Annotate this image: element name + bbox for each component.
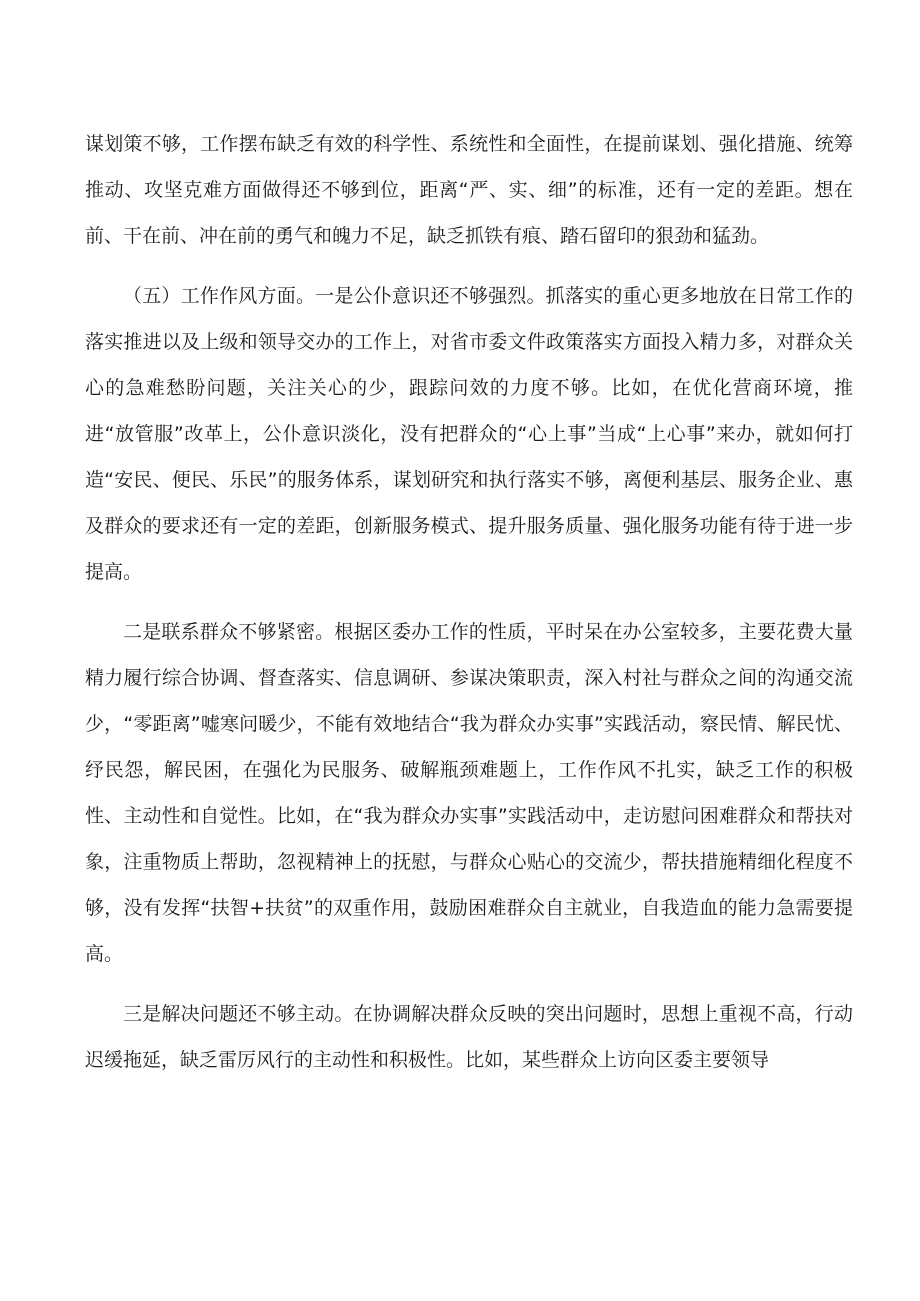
paragraph-contact-masses: 二是联系群众不够紧密。根据区委办工作的性质，平时呆在办公室较多，主要花费大量精力履行综合协调、督查落实、信息调研、参谋决策职责，深入村社与群众之间的沟通交流少，“零距离”嘘寒问暖少，不能有效地结合“我为群众办实事”实践活动，察民情、解民忧、纾民怨，解民困，在强化为民服务、破解瓶颈难题上，工作作风不扎实，缺乏工作的积极性、主动性和自觉性。比如，在“我为群众办实事”实践活动中，走访慰问困难群众和帮扶对象，注重物质上帮助，忽视精神上的抚慰，与群众心贴心的交流少，帮扶措施精细化程度不够，没有发挥“扶智+扶贫”的双重作用，鼓励困难群众自主就业，自我造血的能力急需要提高。 (85, 621, 853, 965)
paragraph-solve-problems: 三是解决问题还不够主动。在协调解决群众反映的突出问题时，思想上重视不高，行动迟缓拖延，缺乏雷厉风行的主动性和积极性。比如，某些群众上访向区委主要领导 (85, 1003, 853, 1071)
paragraph-continuation: 谋划策不够，工作摆布缺乏有效的科学性、系统性和全面性，在提前谋划、强化措施、统筹推动、攻坚克难方面做得还不够到位，距离“严、实、细”的标准，还有一定的差距。想在前、干在前、冲在前的勇气和魄力不足，缺乏抓铁有痕、踏石留印的狠劲和猛劲。 (85, 133, 853, 247)
document-body (85, 121, 853, 1097)
paragraph-work-style: （五）工作作风方面。一是公仆意识还不够强烈。抓落实的重心更多地放在日常工作的落实推进以及上级和领导交办的工作上，对省市委文件政策落实方面投入精力多，对群众关心的急难愁盼问题，关注关心的少，跟踪问效的力度不够。比如，在优化营商环境，推进“放管服”改革上，公仆意识淡化，没有把群众的“心上事”当成“上心事”来办，就如何打造“安民、便民、乐民”的服务体系，谋划研究和执行落实不够，离便利基层、服务企业、惠及群众的要求还有一定的差距，创新服务模式、提升服务质量、强化服务功能有待于进一步提高。 (85, 285, 853, 583)
